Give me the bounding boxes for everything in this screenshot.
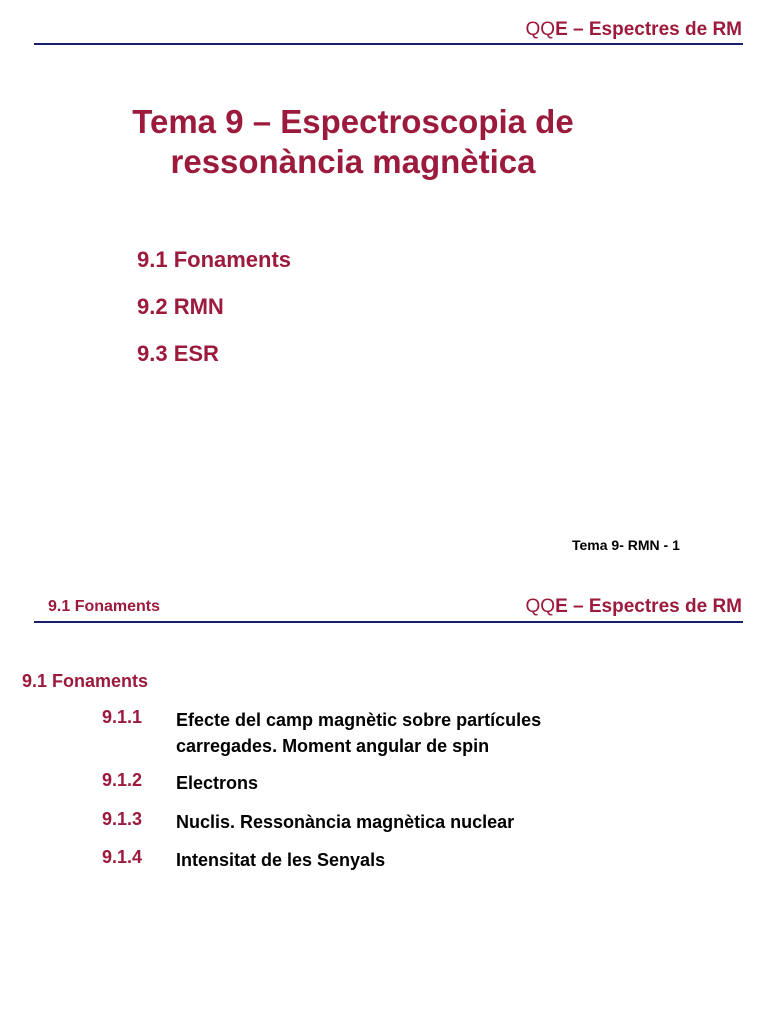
header-brand-prefix: QQ bbox=[525, 596, 556, 617]
list-item-number: 9.1.4 bbox=[102, 847, 143, 867]
title-line-2: ressonància magnètica bbox=[170, 142, 536, 180]
header-brand-suffix: E – Espectres de RM bbox=[555, 596, 742, 617]
list-item-text-line-2: carregades. Moment angular de spin bbox=[176, 736, 490, 756]
list-item-text bbox=[176, 707, 736, 759]
page-title bbox=[80, 102, 626, 181]
title-line-1: Tema 9 – Espectroscopia de bbox=[132, 103, 574, 140]
list-item-text: Intensitat de les Senyals bbox=[176, 850, 386, 870]
list-item-number: 9.1.3 bbox=[102, 809, 143, 829]
header-rule bbox=[34, 43, 743, 45]
section-label: 9.1 Fonaments bbox=[48, 598, 161, 615]
header-brand bbox=[526, 596, 742, 618]
list-item-number: 9.1.1 bbox=[102, 707, 143, 727]
list-item-text: Electrons bbox=[176, 773, 259, 793]
list-item-text-line-1: Efecte del camp magnètic sobre partícules bbox=[176, 710, 542, 730]
header-rule bbox=[34, 621, 743, 623]
toc-item-fonaments: 9.1 Fonaments bbox=[137, 247, 292, 272]
list-item-number: 9.1.2 bbox=[102, 770, 143, 790]
page-footer: Tema 9- RMN - 1 bbox=[572, 537, 680, 553]
slide-2 bbox=[0, 580, 768, 1024]
list-item-text: Nuclis. Ressonància magnètica nuclear bbox=[176, 812, 515, 832]
header-brand bbox=[526, 19, 742, 41]
header-brand-suffix: E – Espectres de RM bbox=[555, 19, 742, 40]
header-brand-prefix: QQ bbox=[525, 19, 556, 40]
toc-item-rmn: 9.2 RMN bbox=[137, 294, 224, 319]
section-heading: 9.1 Fonaments bbox=[22, 671, 149, 691]
toc-item-esr: 9.3 ESR bbox=[137, 341, 219, 366]
